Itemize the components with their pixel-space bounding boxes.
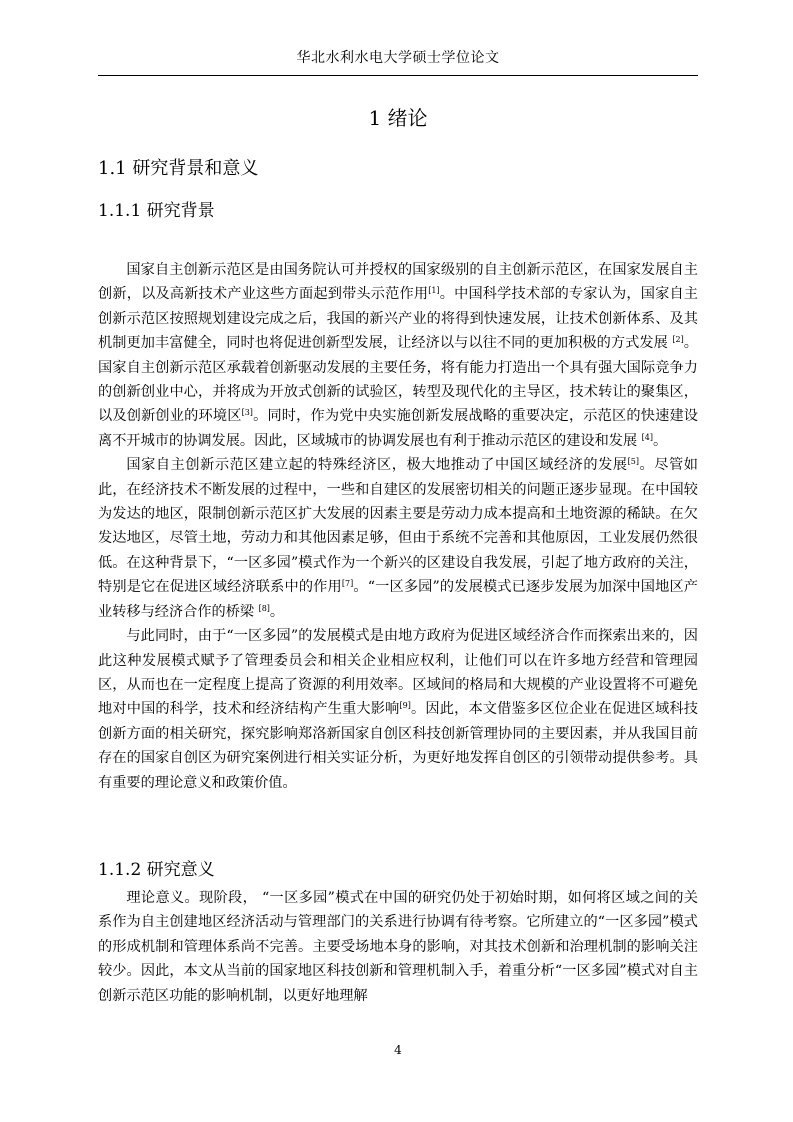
text-run: 国家自主创新示范区建立起的特殊经济区，极大地推动了中国区域经济的发展 — [126, 457, 628, 474]
paragraph-2 — [98, 453, 698, 624]
body-text-background — [98, 258, 698, 795]
text-run: 。尽管如此，在经济技术不断发展的过程中，一些和自建区的发展密切相关的问题正逐步显现。在中国较为发达的地区，限制创新示范区扩大发展的因素主要是劳动力成本提高和土地资源的稀缺。在欠发达地区，尽管土地，劳动力和其他因素足够，但由于系统不完善和其他原因，工业发展仍然很低。在这种背景下，“一区多园”模式作为一个新兴的区建设自我发展，引起了地方政府的关注，特别是它在促进区域经济联系中的作用 — [98, 457, 698, 596]
section-heading-1-1: 1.1 研究背景和意义 — [98, 158, 259, 179]
page-number: 4 — [394, 1043, 402, 1057]
text-run: 。国家自主创新示范区承载着创新驱动发展的主要任务，将有能力打造出一个具有强大国际竞争力的创新创业中心，并将成为开放式创新的试验区，转型及现代化的主导区，技术转让的聚集区，以及创新创业的环境区 — [98, 335, 698, 425]
citation: [8] — [258, 603, 270, 613]
text-run: 。 — [652, 432, 668, 449]
text-run: 。中国科学技术部的专家认为，国家自主创新示范区按照规划建设完成之后，我国的新兴产业的将得到快速发展，让技术创新体系、及其机制更加丰富健全，同时也将促进创新型发展，让经济以与以往不同的更加积极的方式发展 — [98, 286, 698, 352]
chapter-title: 1 绪论 — [368, 106, 428, 130]
citation: [1] — [428, 286, 440, 296]
section-heading-1-1-1: 1.1.1 研究背景 — [98, 201, 215, 221]
citation: [5] — [627, 457, 639, 467]
paragraph-1 — [98, 258, 698, 453]
body-text-significance — [98, 886, 698, 1008]
text-run: 理论意义。现阶段， “一区多园”模式在中国的研究仍处于初始时期，如何将区域之间的关系作为自主创建地区经济活动与管理部门的关系进行协调有待考察。它所建立的“一区多园”模式的形成机制和管理体系尚不完善。主要受场地本身的影响，对其技术创新和治理机制的影响关注较少。因此，本文从当前的国家地区科技创新和管理机制入手，着重分析“一区多园”模式对自主创新示范区功能的影响机制，以更好地理解 — [98, 890, 698, 1004]
paragraph-4 — [98, 886, 698, 1008]
citation: [9] — [399, 701, 411, 711]
text-run: 。因此，本文借鉴多区位企业在促进区域科技创新方面的相关研究，探究影响郑洛新国家自创区科技创新管理协同的主要因素，并从我国目前存在的国家自创区为研究案例进行相关实证分析，为更好地发挥自创区的引领带动提供参考。具有重要的理论意义和政策价值。 — [98, 701, 698, 791]
citation: [7] — [341, 579, 354, 589]
text-run: 国家自主创新示范区是由国务院认可并授权的国家级别的自主创新示范区，在国家发展自主创新，以及高新技术产业这些方面起到带头示范作用 — [98, 262, 698, 303]
text-run: 与此同时，由于“一区多园”的发展模式是由地方政府为促进区域经济合作而探索出来的，因此这种发展模式赋予了管理委员会和相关企业相应权利，让他们可以在许多地方经营和管理园区，从而也在一定程度上提高了资源的利用效率。区域间的格局和大规模的产业设置将不可避免地对中国的科学，技术和经济结构产生重大影响 — [98, 628, 698, 718]
citation: [2] — [672, 335, 684, 345]
header-rule — [98, 75, 698, 76]
section-heading-1-1-2: 1.1.2 研究意义 — [98, 860, 215, 880]
citation: [4] — [641, 432, 653, 442]
text-run: 。同时，作为党中央实施创新发展战略的重要决定，示范区的快速建设离不开城市的协调发展。因此，区域城市的协调发展也有利于推动示范区的建设和发展 — [98, 408, 698, 449]
text-run: 。 — [269, 603, 285, 620]
running-header: 华北水利水电大学硕士学位论文 — [296, 50, 500, 66]
citation: [3] — [241, 408, 253, 418]
text-run: 。“一区多园”的发展模式已逐步发展为加深中国地区产业转移与经济合作的桥梁 — [98, 579, 698, 620]
paragraph-3 — [98, 624, 698, 795]
